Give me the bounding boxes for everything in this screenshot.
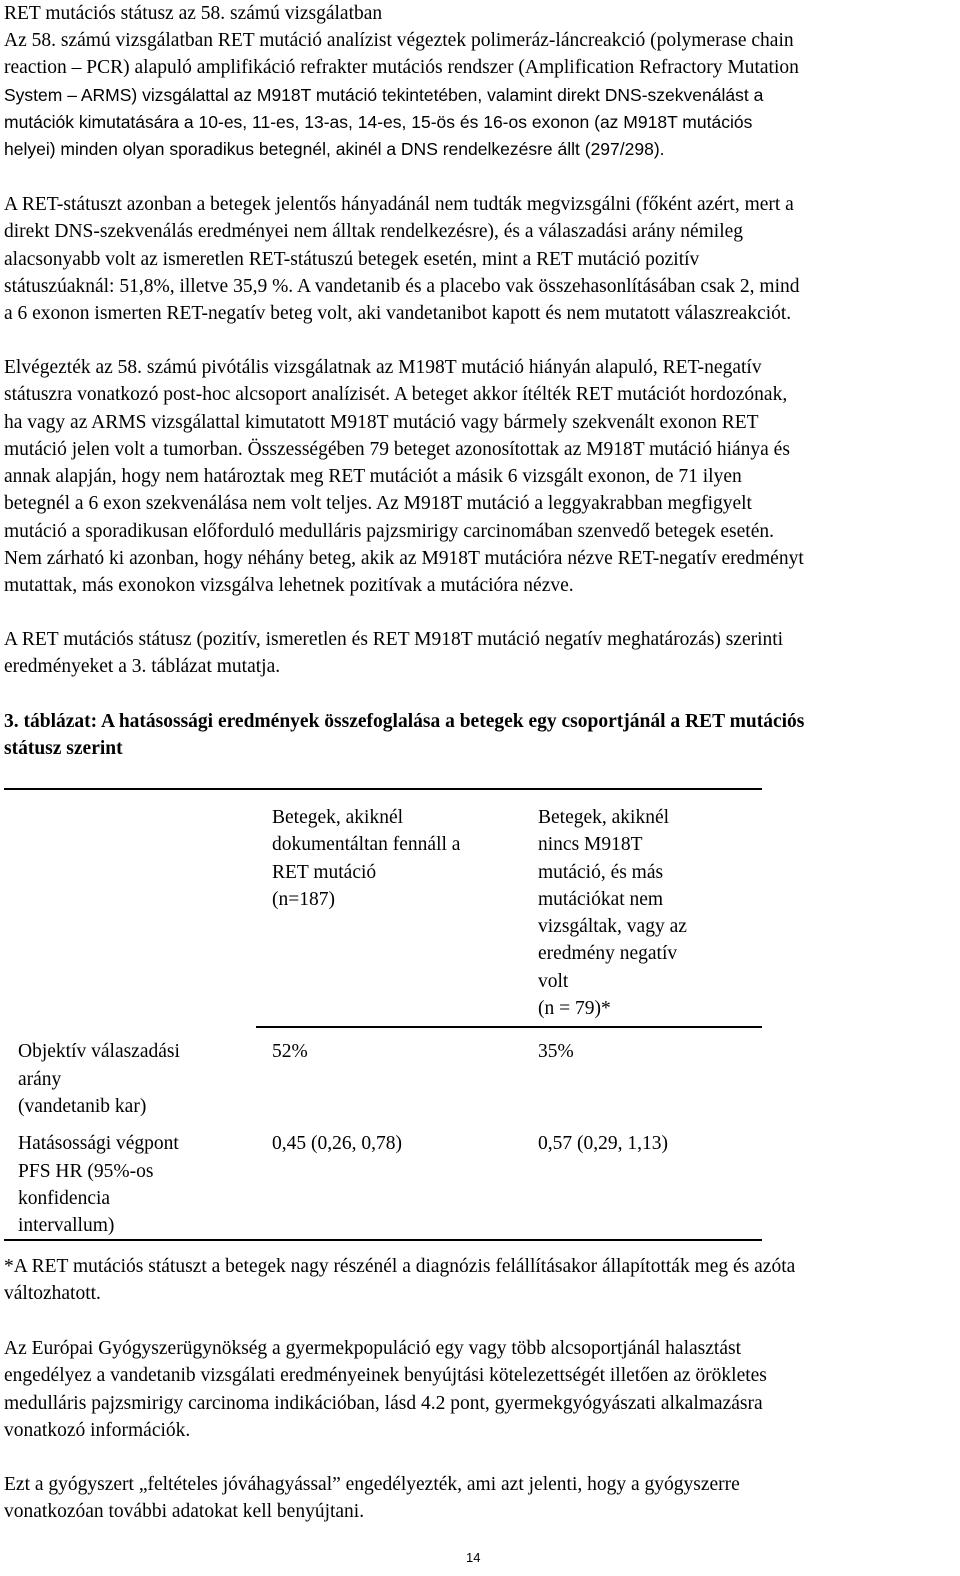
text-line: mutációkat nem: [538, 888, 664, 910]
table-header-row: [4, 789, 762, 1027]
text-line: 3. táblázat: A hatásossági eredmények összefoglalása a betegek egy csoportjánál a RET mutációs: [4, 711, 805, 732]
paragraph-post-hoc-analysis: [4, 354, 956, 600]
text-line: státusz szerint: [4, 738, 123, 760]
efficacy-table: [4, 788, 762, 1241]
cell-orr-ret-positive: 52%: [256, 1027, 538, 1120]
cell-pfs-ret-positive: 0,45 (0,26, 0,78): [272, 1133, 402, 1155]
paragraph-ema-deferral: [4, 1335, 956, 1444]
text-line: *A RET mutációs státuszt a betegek nagy részénél a diagnózis felállításakor állapították meg és azóta: [4, 1256, 796, 1277]
text-line: arány: [18, 1068, 62, 1090]
table-header-ret-negative: [538, 789, 762, 1027]
text-line: A RET-státuszt azonban a betegek jelentős hányadánál nem tudták megvizsgálni (főként azért, mert a: [4, 194, 794, 215]
text-line: változhatott.: [4, 1283, 101, 1305]
text-line: direkt DNS-szekvenálás eredményei nem álltak rendelkezésre), és a válaszadási arány némileg: [4, 221, 744, 243]
paragraph-conditional-approval: [4, 1471, 956, 1526]
cell-orr-ret-negative: 35%: [538, 1027, 762, 1120]
text-line: Hatásossági végpont: [18, 1133, 179, 1155]
text-line: medulláris pajzsmirigy carcinoma indikációban, lásd 4.2 pont, gyermekgyógyászati alkalmazásra: [4, 1392, 763, 1414]
text-line: nincs M918T: [538, 834, 643, 856]
table-footnote: [4, 1253, 956, 1308]
row-label-orr: [4, 1027, 256, 1120]
text-line: Betegek, akiknél: [272, 807, 404, 828]
table-header-ret-positive: [256, 789, 538, 1027]
text-line: (vandetanib kar): [18, 1095, 147, 1117]
text-line: A RET mutációs státusz (pozitív, ismeretlen és RET M918T mutáció negatív meghatározás) szerinti: [4, 629, 784, 650]
text-line: Betegek, akiknél: [538, 807, 670, 828]
section-heading: RET mutációs státusz az 58. számú vizsgálatban: [4, 3, 383, 24]
paragraph-ret-analysis: [4, 27, 956, 163]
text-line: vonatkozóan további adatokat kell benyújtani.: [4, 1501, 365, 1523]
page-number: 14: [466, 1550, 481, 1565]
text-line: Az 58. számú vizsgálatban RET mutáció analízist végeztek polimeráz-láncreakció (polymerase chain: [4, 30, 794, 51]
row-label-pfs-hr: [4, 1120, 256, 1240]
text-line: státuszúaknál: 51,8%, illetve 35,9 %. A vandetanib és a placebo vak összehasonlításában csak 2, mind: [4, 275, 800, 297]
text-line: System – ARMS) vizsgálattal az M918T mutáció tekintetében, valamint direkt DNS-szekvenálást a: [4, 84, 764, 105]
table-header-empty: [4, 789, 256, 1027]
text-line: vizsgáltak, vagy az: [538, 916, 687, 938]
text-line: mutáció a sporadikusan előforduló medulláris pajzsmirigy carcinomában szenvedő betegek esetén.: [4, 520, 774, 542]
text-line: PFS HR (95%-os: [18, 1160, 154, 1182]
text-line: RET mutáció: [272, 861, 377, 883]
text-line: eredmény negatív: [538, 943, 678, 965]
text-line: alacsonyabb volt az ismeretlen RET-státuszú betegek esetén, mint a RET mutáció pozitív: [4, 248, 700, 270]
cell-pfs-ret-negative: 0,57 (0,29, 1,13): [538, 1133, 668, 1155]
text-line: mutáció, és más: [538, 861, 664, 883]
text-line: mutációk kimutatására a 10-es, 11-es, 13-as, 14-es, 15-ös és 16-os exonon (az M918T mutációs: [4, 111, 753, 132]
paragraph-ret-status-unknown: [4, 191, 956, 327]
text-line: Nem zárható ki azonban, hogy néhány beteg, akik az M918T mutációra nézve RET-negatív eredményt: [4, 548, 804, 570]
text-line: engedélyez a vandetanib vizsgálati eredményeinek benyújtási kötelezettségét illetően az örökletes: [4, 1365, 767, 1387]
text-line: a 6 exonon ismerten RET-negatív beteg volt, aki vandetanibot kapott és nem mutatott válaszreakciót.: [4, 303, 792, 325]
text-line: mutattak, más exonokon vizsgálva lehetnek pozitívak a mutációra nézve.: [4, 575, 574, 597]
text-line: mutáció jelen volt a tumorban. Összességében 79 beteget azonosítottak az M918T mutáció hiánya és: [4, 438, 790, 460]
text-line: konfidencia: [18, 1187, 111, 1209]
text-line: státuszra vonatkozó post-hoc alcsoport analízisét. A beteget akkor ítélték RET mutációt hordozónak,: [4, 384, 788, 406]
table-title: [4, 708, 804, 763]
text-line: Objektív válaszadási: [18, 1041, 180, 1063]
table-row: [4, 1120, 762, 1240]
text-line: (n=187): [272, 888, 335, 910]
paragraph-table-intro: [4, 626, 956, 681]
text-line: annak alapján, hogy nem határoztak meg RET mutációt a másik 6 vizsgált exonon, de 71 ilyen: [4, 466, 742, 488]
text-line: intervallum): [18, 1215, 115, 1237]
text-line: eredményeket a 3. táblázat mutatja.: [4, 656, 281, 678]
text-line: Az Európai Gyógyszerügynökség a gyermekpopuláció egy vagy több alcsoportjánál halasztást: [4, 1338, 741, 1359]
text-line: helyei) minden olyan sporadikus betegnél, akinél a DNS rendelkezésre állt (297/298).: [4, 139, 665, 160]
text-line: (n = 79)*: [538, 998, 611, 1020]
text-line: vonatkozó információk.: [4, 1419, 191, 1441]
text-line: volt: [538, 970, 569, 992]
text-line: dokumentáltan fennáll a: [272, 834, 461, 856]
text-line: betegnél a 6 exon szekvenálása nem volt teljes. Az M918T mutáció a leggyakrabban megfigyelt: [4, 493, 752, 515]
table-row: [4, 1027, 762, 1120]
text-line: ha vagy az ARMS vizsgálattal kimutatott M918T mutáció vagy bármely szekvenált exonon RET: [4, 411, 759, 433]
text-line: Elvégezték az 58. számú pivótális vizsgálatnak az M198T mutáció hiányán alapuló, RET-negatív: [4, 357, 762, 378]
text-line: reaction – PCR) alapuló amplifikáció refrakter mutációs rendszer (Amplification Refractory Mutation: [4, 57, 799, 79]
text-line: Ezt a gyógyszert „feltételes jóváhagyással” engedélyezték, ami azt jelenti, hogy a gyógyszerre: [4, 1474, 740, 1495]
